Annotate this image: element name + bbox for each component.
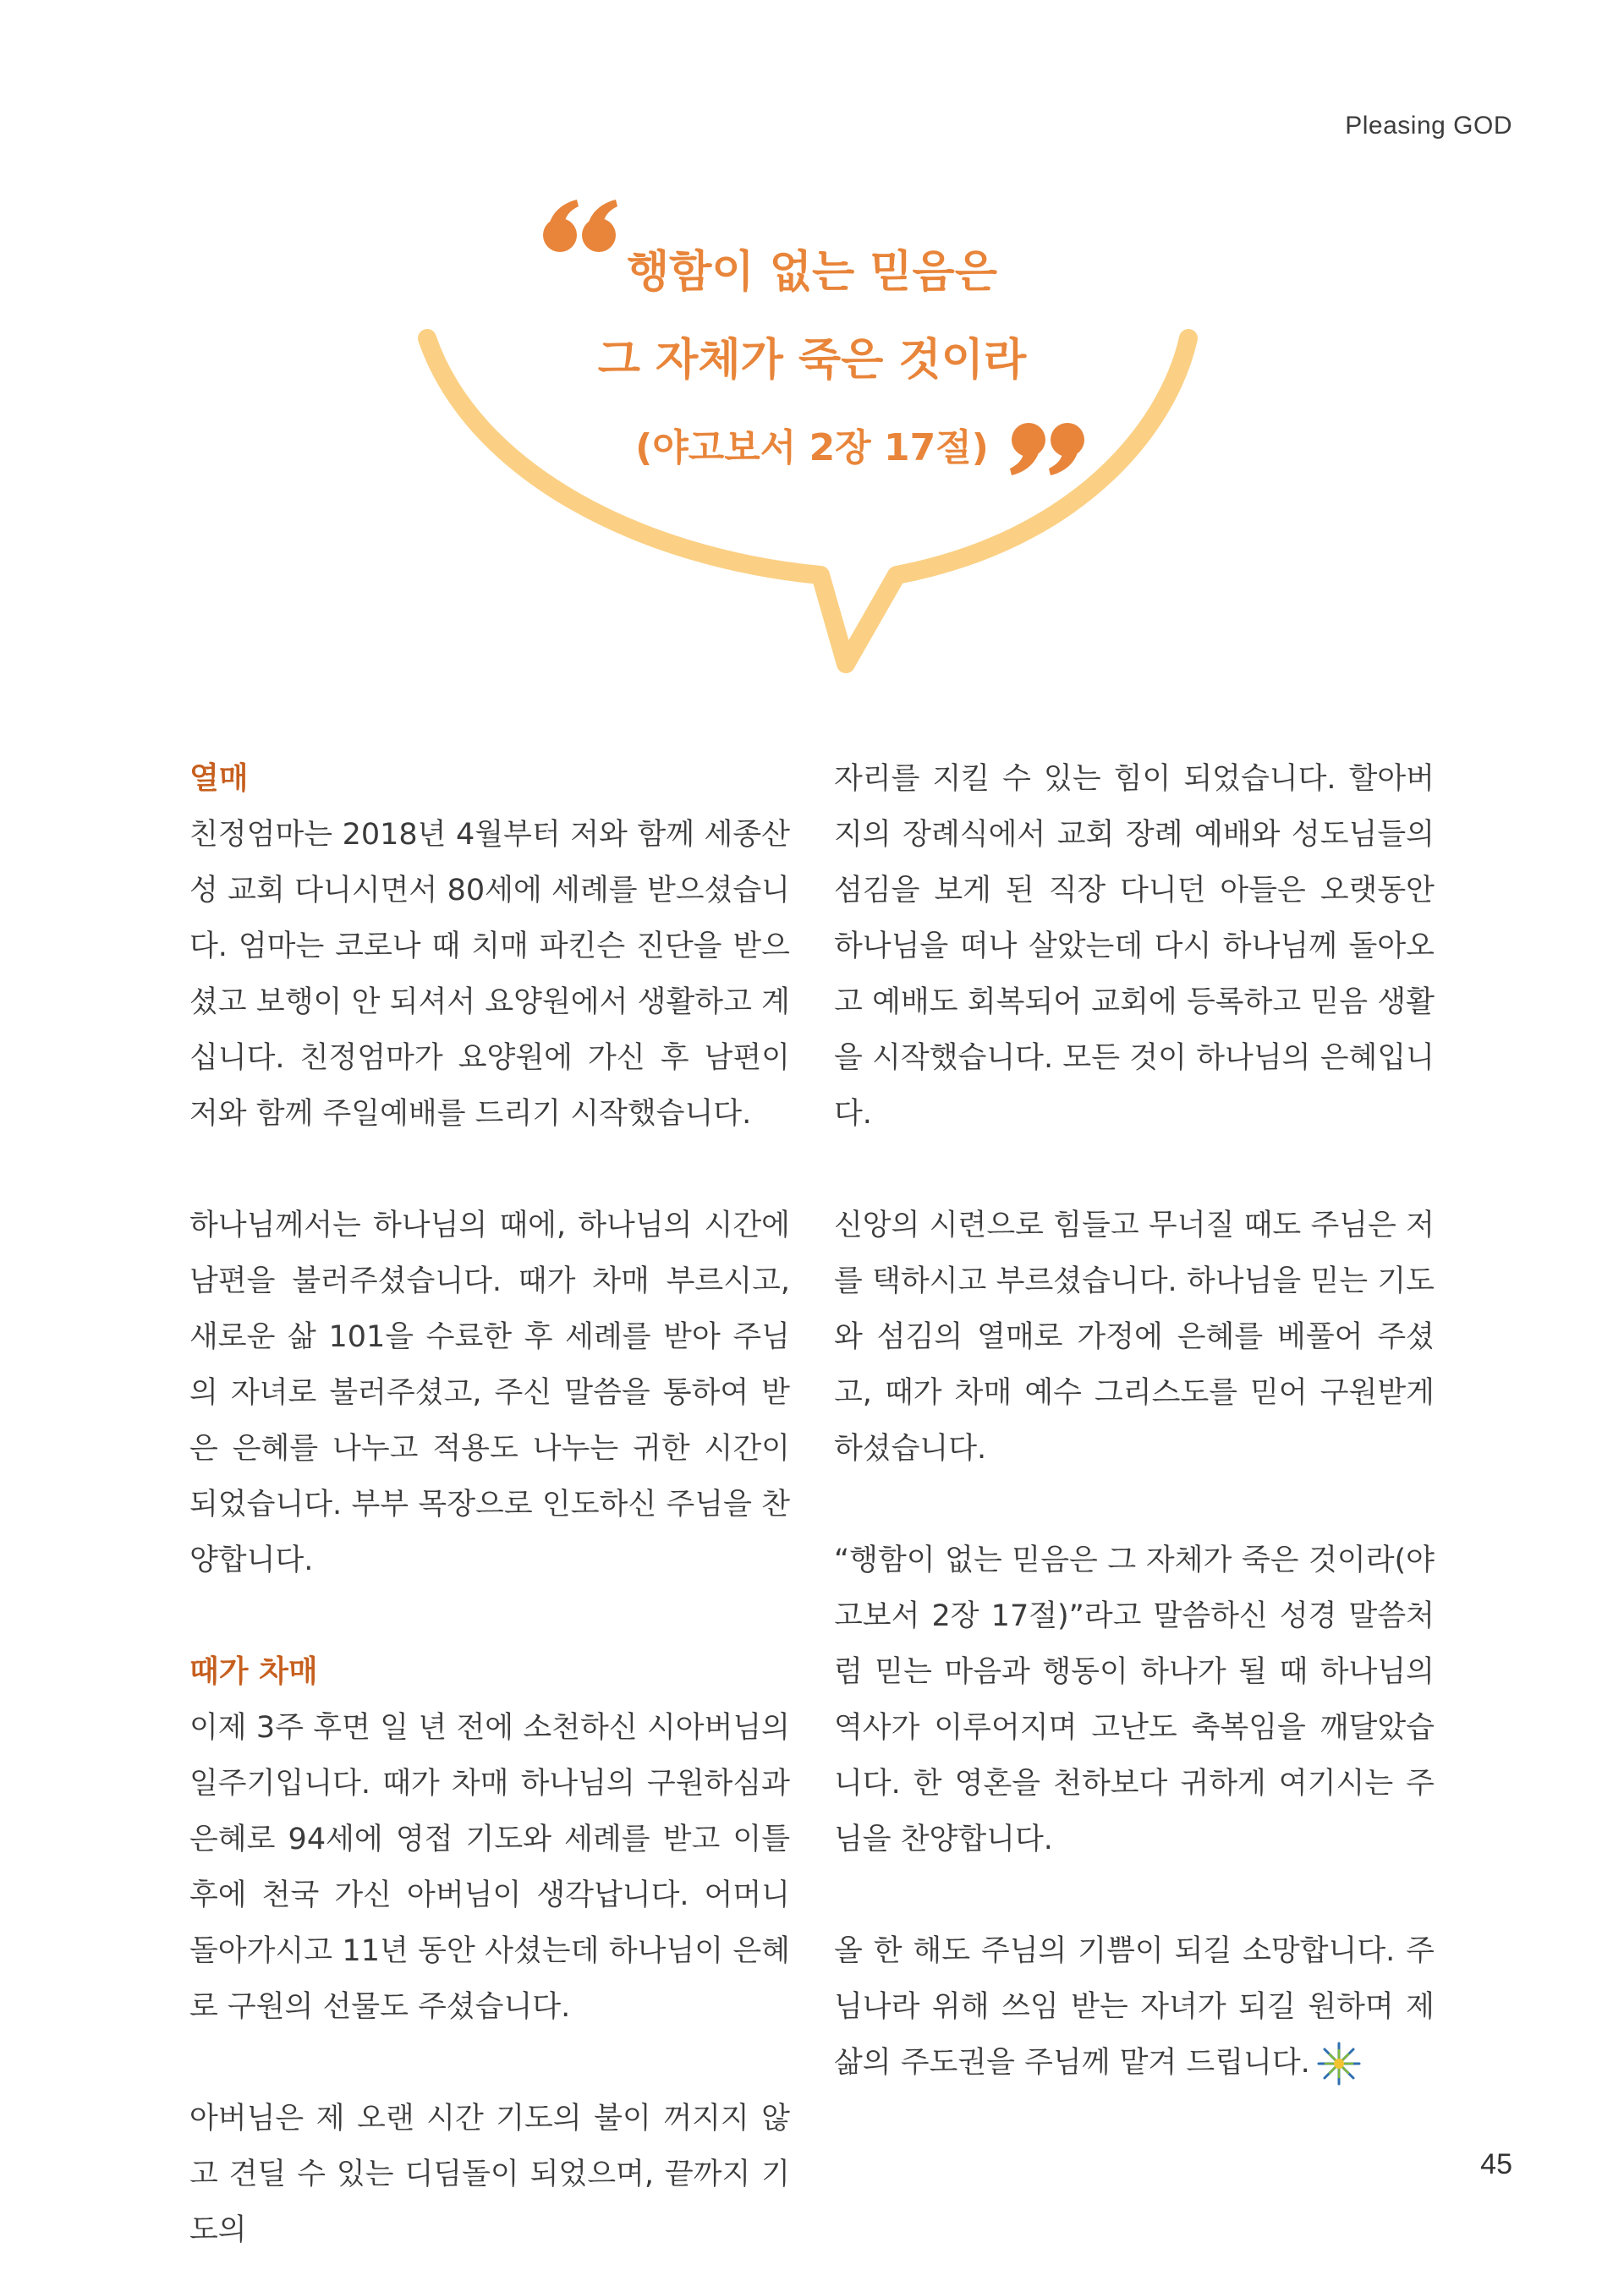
paragraph-gap xyxy=(189,1142,790,1198)
paragraph-gap xyxy=(189,2035,790,2091)
end-ornament-icon xyxy=(1314,2038,1364,2089)
pull-quote-line-2: 그 자체가 죽은 것이라 xyxy=(597,335,1027,386)
right-column xyxy=(834,751,1435,2091)
paragraph: 자리를 지킬 수 있는 힘이 되었습니다. 할아버지의 장례식에서 교회 장례 예배와 성도님들의 섬김을 보게 된 직장 다니던 아들은 오랫동안 하나님을 떠나 살았는데 다시 하나님께 돌아오고 예배도 회복되어 교회에 등록하고 믿음 생활을 시작했습니다. 모든 것이 하나님의 은혜입니다. xyxy=(834,762,1435,1131)
paragraph: 신앙의 시련으로 힘들고 무너질 때도 주님은 저를 택하시고 부르셨습니다. 하나님을 믿는 기도와 섬김의 열매로 가정에 은혜를 베풀어 주셨고, 때가 차매 예수 그리스도를 믿어 구원받게 하셨습니다. xyxy=(834,1209,1435,1466)
paragraph-gap xyxy=(834,1867,1435,1923)
paragraph-gap xyxy=(834,1142,1435,1198)
paragraph: 친정엄마는 2018년 4월부터 저와 함께 세종산성 교회 다니시면서 80세에 세례를 받으셨습니다. 엄마는 코로나 때 치매 파킨슨 진단을 받으셨고 보행이 안 되셔서 요양원에서 생활하고 계십니다. 친정엄마가 요양원에 가신 후 남편이 저와 함께 주일예배를 드리기 시작했습니다. xyxy=(189,818,790,1131)
paragraph: 하나님께서는 하나님의 때에, 하나님의 시간에 남편을 불러주셨습니다. 때가 차매 부르시고, 새로운 삶 101을 수료한 후 세례를 받아 주님의 자녀로 불러주셨고, 주신 말씀을 통하여 받은 은혜를 나누고 적용도 나누는 귀한 시간이 되었습니다. 부부 목장으로 인도하신 주님을 찬양합니다. xyxy=(189,1209,790,1577)
pull-quote-line-1: 행함이 없는 믿음은 xyxy=(626,247,998,298)
paragraph-final xyxy=(834,1923,1435,2091)
pull-quote xyxy=(558,228,1066,492)
paragraph: 아버님은 제 오랜 시간 기도의 불이 꺼지지 않고 견딜 수 있는 디딤돌이 되었으며, 끝까지 기도의 xyxy=(189,2102,790,2247)
pull-quote-reference: (야고보서 2장 17절) xyxy=(635,426,989,469)
left-column xyxy=(189,751,790,2258)
section-heading-fullness-of-time: 때가 차매 xyxy=(189,1654,318,1689)
paragraph-final-text: 올 한 해도 주님의 기쁨이 되길 소망합니다. 주님나라 위해 쓰임 받는 자녀가 되길 원하며 제 삶의 주도권을 주님께 맡겨 드립니다. xyxy=(834,1934,1435,2080)
paragraph: “행함이 없는 믿음은 그 자체가 죽은 것이라(야고보서 2장 17절)”라고 말씀하신 성경 말씀처럼 믿는 마음과 행동이 하나가 될 때 하나님의 역사가 이루어지며 고난도 축복임을 깨달았습니다. 한 영혼을 천하보다 귀하게 여기시는 주님을 찬양합니다. xyxy=(834,1544,1435,1856)
paragraph-gap xyxy=(189,1588,790,1644)
paragraph: 이제 3주 후면 일 년 전에 소천하신 시아버님의 일주기입니다. 때가 차매 하나님의 구원하심과 은혜로 94세에 영접 기도와 세례를 받고 이틀 후에 천국 가신 아버님이 생각납니다. 어머니 돌아가시고 11년 동안 사셨는데 하나님이 은혜로 구원의 선물도 주셨습니다. xyxy=(189,1711,790,2024)
running-head: Pleasing GOD xyxy=(1345,112,1512,140)
section-heading-fruit: 열매 xyxy=(189,761,249,796)
paragraph-gap xyxy=(834,1477,1435,1533)
page-number: 45 xyxy=(1480,2148,1512,2180)
